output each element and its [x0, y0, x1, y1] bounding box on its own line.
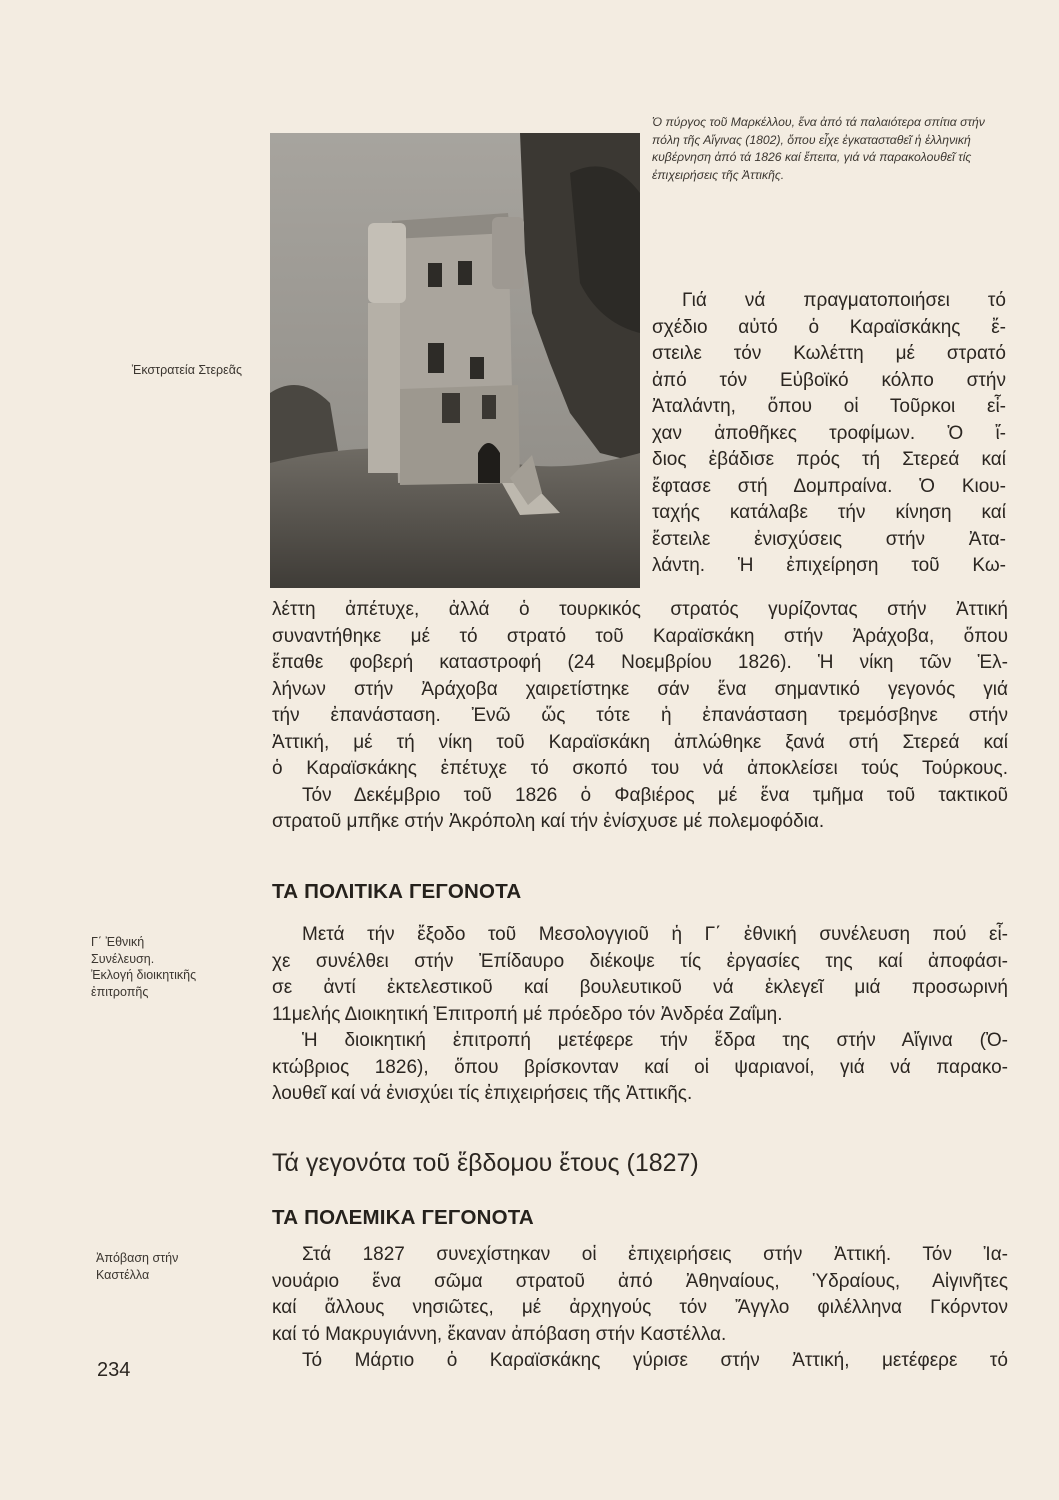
margin-note-assembly-line: Συνέλευση. — [91, 951, 155, 966]
text-line: καί τό Μακρυγιάννη, ἔκαναν ἀπόβαση στήν Καστέλλα. — [272, 1323, 727, 1345]
text-line: σχέδιο αὐτό ὁ Καραϊσκάκης ἔ- — [652, 316, 1006, 338]
margin-note-landing-line: Καστέλλα — [96, 1267, 150, 1282]
margin-note-assembly-line: Ἐκλογή διοικητικῆς — [91, 968, 197, 982]
text-line: τήν ἐπανάσταση. Ἐνῶ ὥς τότε ἡ ἐπανάσταση τρεμόσβηνε στήν — [272, 705, 1008, 726]
text-line: λήνων στήν Ἀράχοβα χαιρετίστηκε σάν ἕνα σημαντικό γεγονός γιά — [272, 678, 1008, 700]
margin-note-assembly — [91, 934, 251, 1000]
text-line: χαν ἀποθῆκες τροφίμων. Ὁ ἴ- — [652, 422, 1006, 444]
text-line: διος ἐβάδισε πρός τή Στερεά καί — [652, 449, 1006, 470]
text-line: ἔπαθε φοβερή καταστροφή (24 Νοεμβρίου 1826). Ἡ νίκη τῶν Ἑλ- — [272, 652, 1008, 673]
wrapped-paragraph — [652, 288, 1006, 580]
tower-illustration — [270, 133, 640, 588]
text-line: Μετά τήν ἔξοδο τοῦ Μεσολογγιοῦ ἡ Γ΄ ἐθνική συνέλευση πού εἶ- — [302, 924, 1008, 945]
margin-note-expedition — [82, 362, 242, 379]
text-line: 11μελής Διοικητική Ἐπιτροπή μέ πρόεδρο τόν Ἀνδρέα Ζαΐμη. — [272, 1003, 783, 1025]
text-line: ἀπό τόν Εὐβοϊκό κόλπο στήν — [652, 369, 1006, 391]
text-line: καί ἄλλους νησιῶτες, μέ ἀρχηγούς τόν Ἄγγλο φιλέλληνα Γκόρντον — [272, 1297, 1008, 1318]
text-line: στειλε τόν Κωλέττη μέ στρατό — [652, 343, 1006, 364]
text-line: κτώβριος 1826), ὅπου βρίσκονταν καί οἱ ψαριανοί, γιά νά παρακο- — [272, 1056, 1008, 1078]
main-paragraph — [272, 597, 1008, 836]
page-number: 234 — [97, 1359, 131, 1381]
text-line: λάντη. Ἡ ἐπιχείρηση τοῦ Κω- — [652, 555, 1006, 576]
text-line: Ἀταλάντη, ὅπου οἱ Τοῦρκοι εἶ- — [652, 396, 1006, 417]
text-line: λέττη ἀπέτυχε, ἀλλά ὁ τουρκικός στρατός γυρίζοντας στήν Ἀττική — [272, 599, 1008, 620]
text-line: νουάριο ἕνα σῶμα στρατοῦ ἀπό Ἀθηναίους, Ὑδραίους, Αἰγινῆτες — [272, 1270, 1008, 1292]
text-line: λουθεῖ καί νά ἐνισχύει τίς ἐπιχειρήσεις τῆς Ἀττικῆς. — [272, 1083, 693, 1104]
text-line: στρατοῦ μπῆκε στήν Ἀκρόπολη καί τήν ἐνίσχυσε μέ πολεμοφόδια. — [272, 811, 825, 832]
text-line: Στά 1827 συνεχίστηκαν οἱ ἐπιχειρήσεις στήν Ἀττική. Τόν Ἰα- — [302, 1244, 1008, 1265]
margin-note-expedition-text: Ἐκστρατεία Στερεᾶς — [131, 363, 242, 377]
margin-note-assembly-line: Γ΄ Ἐθνική — [91, 935, 145, 949]
text-line: ἔφτασε στή Δομπραίνα. Ὁ Κιου- — [652, 475, 1006, 497]
photo-caption: Ὁ πύργος τοῦ Μαρκέλλου, ἕνα ἀπό τά παλαιότερα σπίτια στήν πόλη τῆς Αἴγινας (1802), ὅπου εἶχε ἐγκατασταθεῖ ἡ ἑλληνική κυβέρνηση ἀπό τά 1826 καί ἔπειτα, γιά νά παρακολουθεῖ τίς ἐπιχειρήσεις τῆς Ἀττικῆς. — [652, 115, 985, 182]
heading-political-events: ΤΑ ΠΟΛΙΤΙΚΑ ΓΕΓΟΝΟΤΑ — [272, 880, 522, 903]
text-line: ὁ Καραϊσκάκης ἐπέτυχε τό σκοπό του νά ἀποκλείσει τούς Τούρκους. — [272, 758, 1008, 779]
tower-photograph — [270, 133, 640, 588]
margin-note-landing — [96, 1250, 256, 1283]
text-line: χε συνέλθει στήν Ἐπίδαυρο διέκοψε τίς ἐργασίες της καί ἀποφάσι- — [272, 950, 1008, 972]
text-line: σε ἀντί ἐκτελεστικοῦ καί βουλευτικοῦ νά ἐκλεγεῖ μιά προσωρινή — [272, 977, 1008, 998]
text-line: Γιά νά πραγματοποιήσει τό — [682, 290, 1006, 311]
heading-seventh-year: Τά γεγονότα τοῦ ἕβδομου ἔτους (1827) — [272, 1149, 699, 1177]
margin-note-landing-line: Ἀπόβαση στήν — [96, 1251, 179, 1265]
margin-note-assembly-line: ἐπιτροπῆς — [91, 984, 149, 999]
text-line: συναντήθηκε μέ τό στρατό τοῦ Καραϊσκάκη στήν Ἀράχοβα, ὅπου — [272, 625, 1008, 647]
military-paragraph — [272, 1242, 1008, 1375]
political-paragraph — [272, 922, 1008, 1108]
text-line: ἔστειλε ἐνισχύσεις στήν Ἀτα- — [652, 528, 1006, 550]
text-line: ταχής κατάλαβε τήν κίνηση καί — [652, 502, 1006, 523]
text-line: Τόν Δεκέμβριο τοῦ 1826 ὁ Φαβιέρος μέ ἕνα τμῆμα τοῦ τακτικοῦ — [302, 784, 1008, 806]
text-line: Ἀττική, μέ τή νίκη τοῦ Καραϊσκάκη ἁπλώθηκε ξανά στή Στερεά καί — [272, 731, 1008, 753]
text-line: Ἡ διοικητική ἐπιτροπή μετέφερε τήν ἕδρα της στήν Αἴγινα (Ὀ- — [302, 1030, 1008, 1051]
heading-military-events: ΤΑ ΠΟΛΕΜΙΚΑ ΓΕΓΟΝΟΤΑ — [272, 1206, 534, 1229]
text-line: Τό Μάρτιο ὁ Καραϊσκάκης γύρισε στήν Ἀττική, μετέφερε τό — [302, 1350, 1008, 1371]
